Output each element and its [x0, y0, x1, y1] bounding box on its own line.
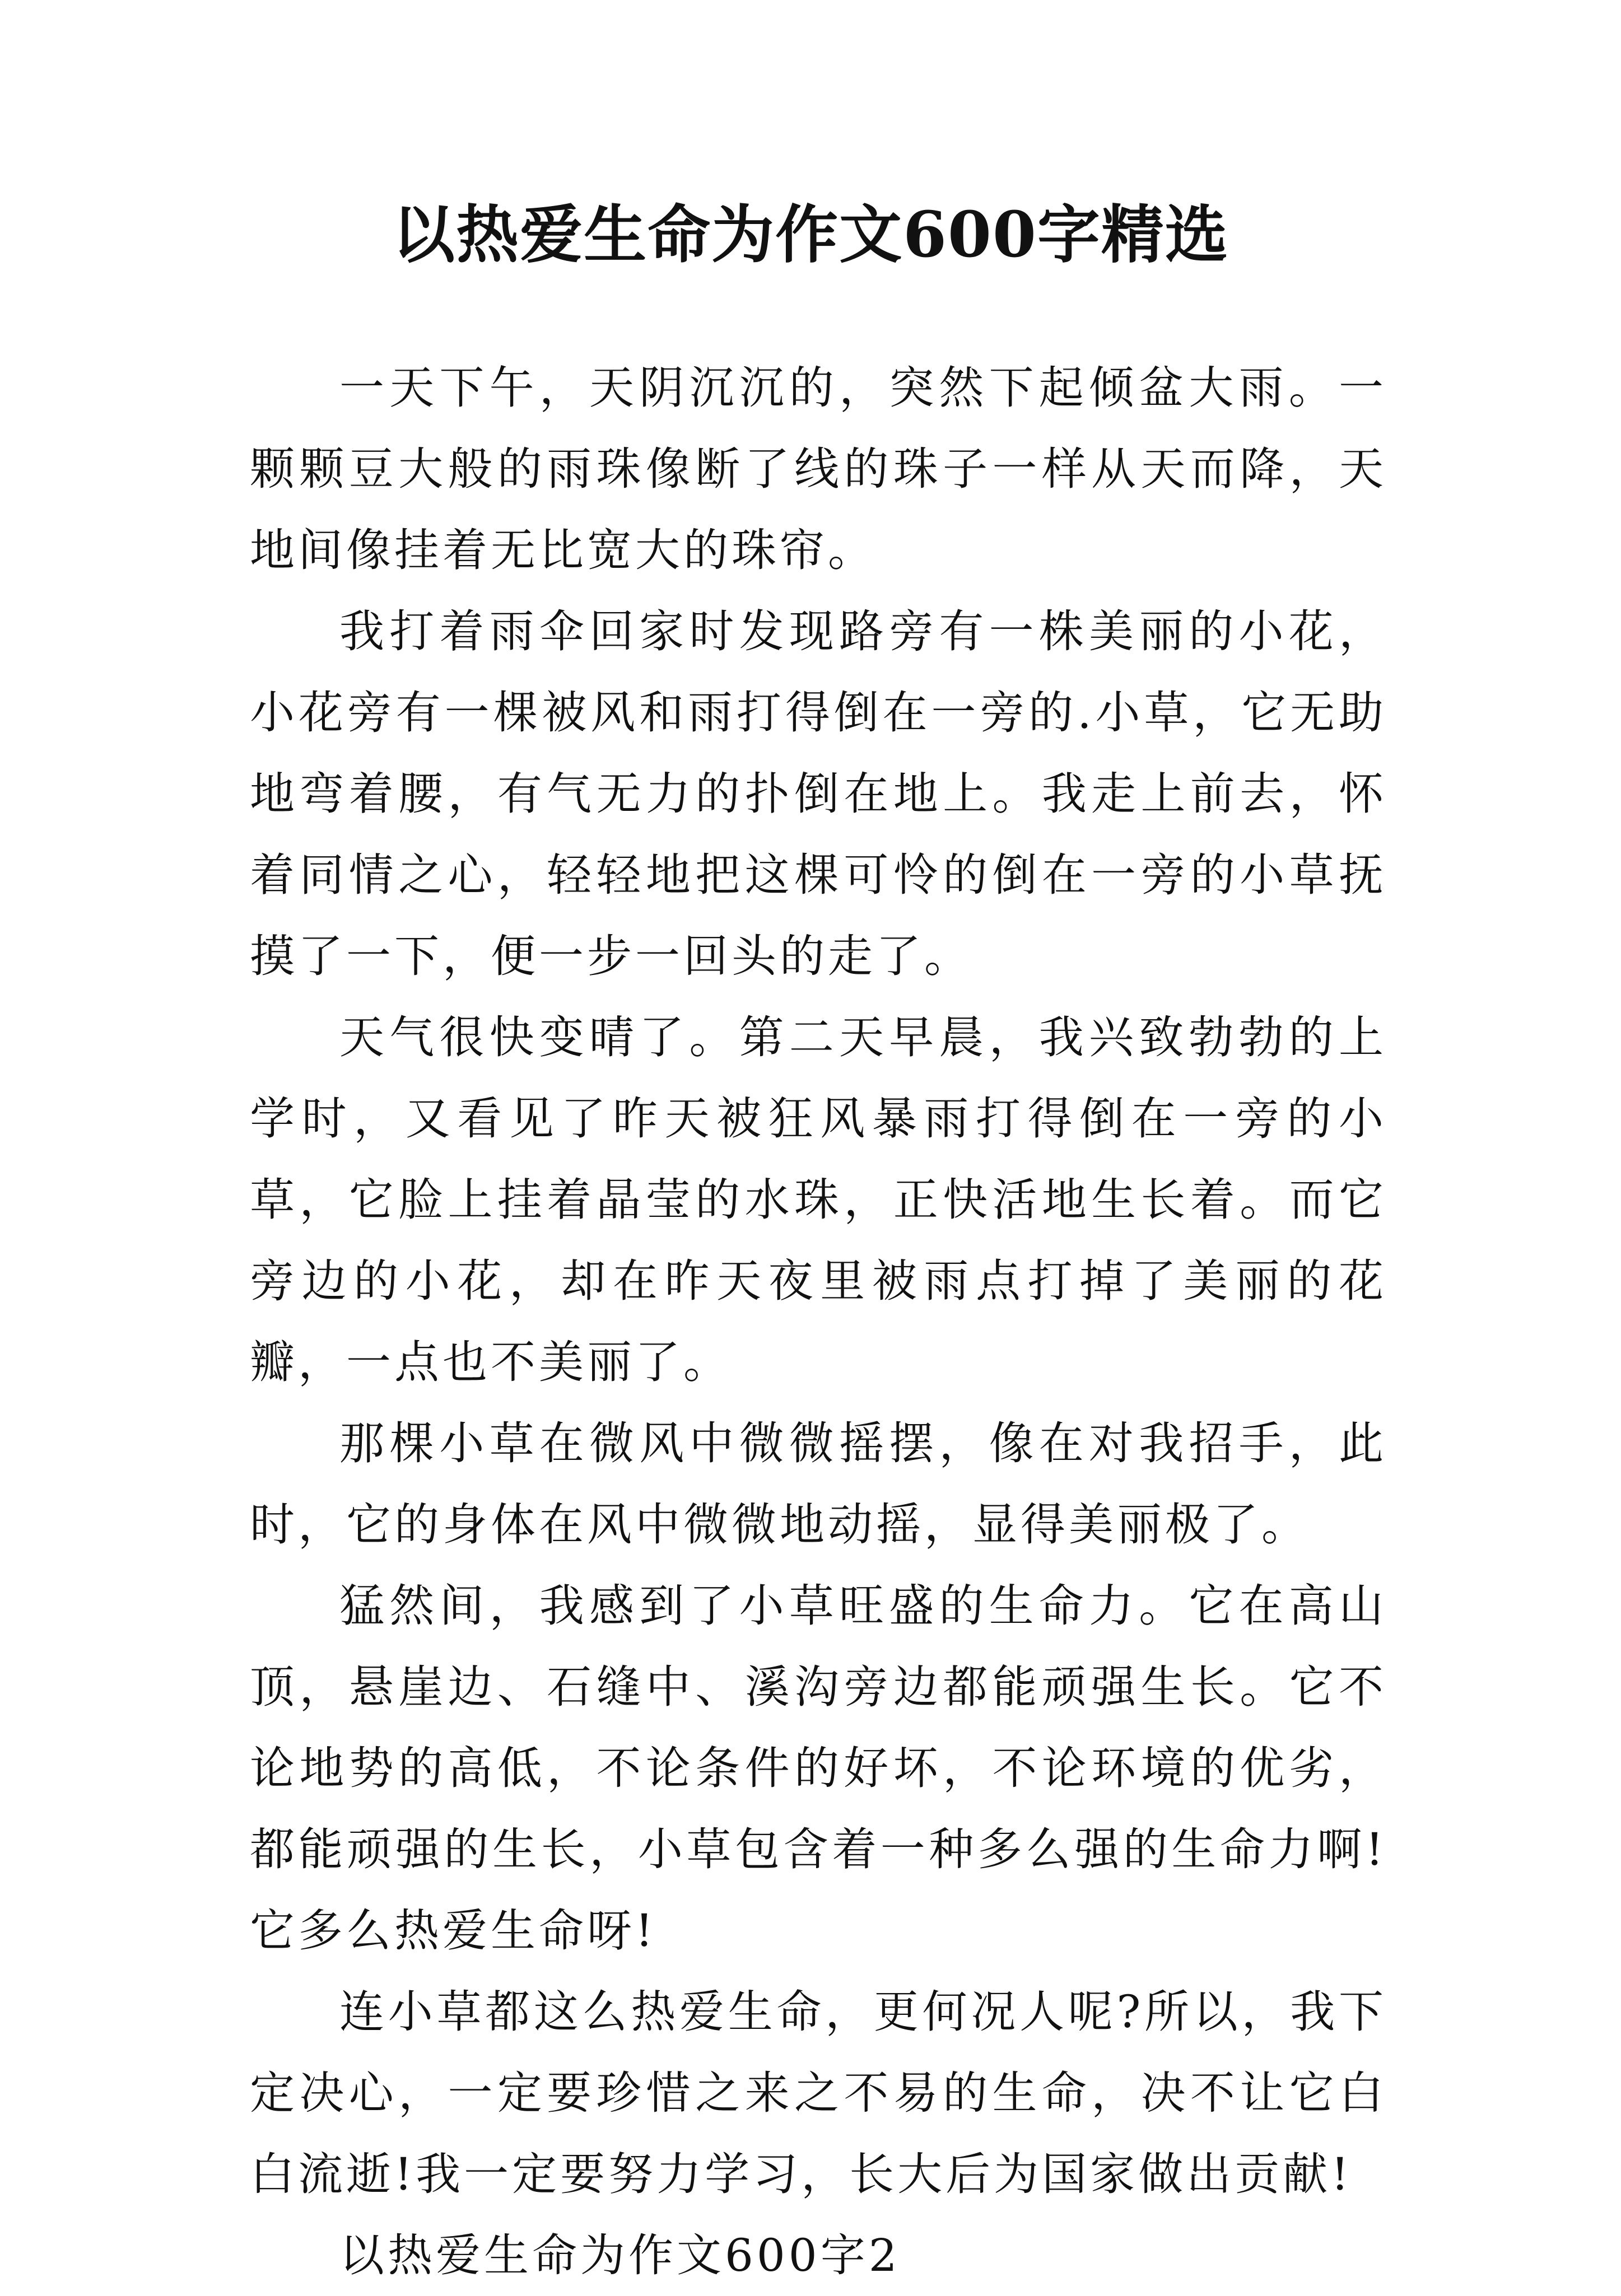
paragraph-4: 那棵小草在微风中微微摇摆，像在对我招手，此时，它的身体在风中微微地动摇，显得美丽极了。 — [250, 1417, 1387, 1551]
document-body — [250, 347, 1387, 2296]
paragraph-5: 猛然间，我感到了小草旺盛的生命力。它在高山顶，悬崖边、石缝中、溪沟旁边都能顽强生长。它不论地势的高低，不论条件的好坏，不论环境的优劣，都能顽强的生长，小草包含着一种多么强的生命力啊!它多么热爱生命呀! — [250, 1580, 1387, 1957]
document-title: 以热爱生命为作文600字精选 — [392, 198, 1229, 272]
paragraph-1: 一天下午，天阴沉沉的，突然下起倾盆大雨。一颗颗豆大般的雨珠像断了线的珠子一样从天而降，天地间像挂着无比宽大的珠帘。 — [250, 362, 1387, 576]
section-heading-2: 以热爱生命为作文600字2 — [339, 2229, 901, 2281]
paragraph-2: 我打着雨伞回家时发现路旁有一株美丽的小花，小花旁有一棵被风和雨打得倒在一旁的.小草，它无助地弯着腰，有气无力的扑倒在地上。我走上前去，怀着同情之心，轻轻地把这棵可怜的倒在一旁的小草抚摸了一下，便一步一回头的走了。 — [250, 605, 1387, 982]
paragraph-6: 连小草都这么热爱生命，更何况人呢?所以，我下定决心，一定要珍惜之来之不易的生命，决不让它白白流逝!我一定要努力学习，长大后为国家做出贡献! — [250, 1986, 1387, 2200]
paragraph-3: 天气很快变晴了。第二天早晨，我兴致勃勃的上学时，又看见了昨天被狂风暴雨打得倒在一旁的小草，它脸上挂着晶莹的水珠，正快活地生长着。而它旁边的小花，却在昨天夜里被雨点打掉了美丽的花瓣，一点也不美丽了。 — [250, 1011, 1387, 1388]
